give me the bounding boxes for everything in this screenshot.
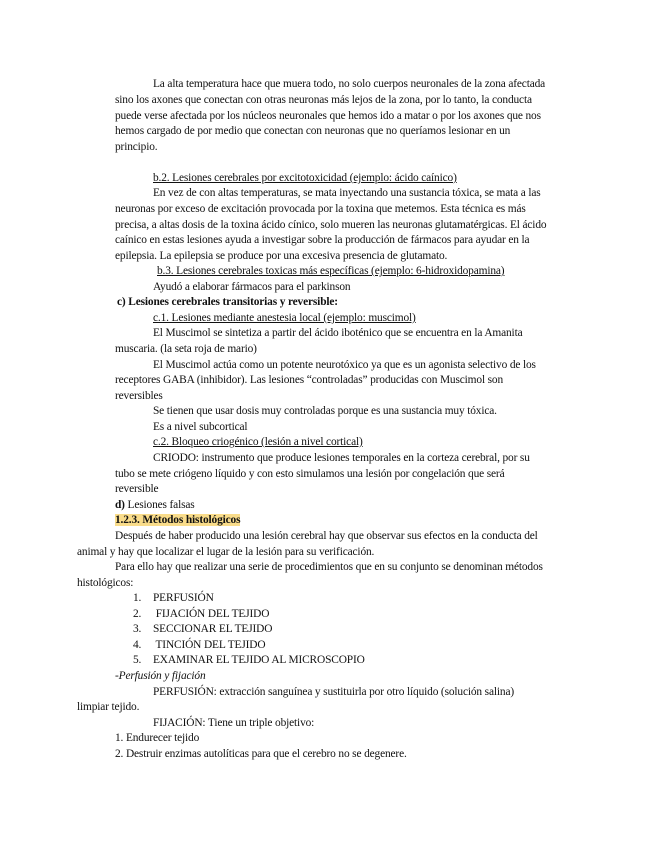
c1-line: muscaria. (la seta roja de mario) bbox=[115, 343, 257, 355]
list-item bbox=[133, 638, 265, 652]
intro-line: hemos cargado de por medio que conectan con neuronas que no queríamos lesionar en un bbox=[115, 125, 511, 137]
section-d bbox=[115, 498, 195, 512]
list-number: 5. bbox=[133, 654, 142, 666]
section-c-title: Lesiones cerebrales transitorias y reversible: bbox=[128, 296, 338, 308]
b2-heading: b.2. Lesiones cerebrales por excitotoxicidad (ejemplo: ácido caínico) bbox=[153, 172, 457, 184]
c1-line: El Muscimol se sintetiza a partir del ácido iboténico que se encuentra en la Amanita bbox=[153, 327, 523, 339]
list-number: 3. bbox=[133, 623, 142, 635]
list-text: EXAMINAR EL TEJIDO AL MICROSCOPIO bbox=[153, 654, 365, 666]
section-123-heading bbox=[115, 513, 240, 527]
intro-line: La alta temperatura hace que muera todo, no solo cuerpos neuronales de la zona afectada bbox=[153, 78, 546, 90]
b2-line: neuronas por exceso de excitación provocada por la toxina que metemos. Esta técnica es más bbox=[115, 203, 526, 215]
c2-line: reversible bbox=[115, 483, 159, 495]
b2-line: En vez de con altas temperaturas, se mata inyectando una sustancia tóxica, se mata a las bbox=[153, 187, 541, 199]
fijacion-line: FIJACIÓN: Tiene un triple objetivo: bbox=[153, 717, 315, 729]
intro-line: puede verse afectada por los núcleos neuronales que hemos ido a matar o por los axones que nos bbox=[115, 110, 541, 122]
list-item bbox=[133, 591, 214, 605]
intro-line: principio. bbox=[115, 141, 158, 153]
c1-line: Se tienen que usar dosis muy controladas porque es una sustancia muy tóxica. bbox=[153, 405, 497, 417]
subheading-perfusion bbox=[115, 669, 206, 683]
section-c-heading bbox=[117, 295, 338, 309]
c1-line: receptores GABA (inhibidor). Las lesiones “controladas” producidas con Muscimol son bbox=[115, 374, 504, 386]
b2-line: epilepsia. La epilepsia se produce por una excesiva presencia de glutamato. bbox=[115, 250, 448, 262]
s123-line: histológicos: bbox=[77, 577, 134, 589]
b3-line: Ayudó a elaborar fármacos para el parkinson bbox=[153, 281, 351, 293]
section-123-title: 1.2.3. Métodos histológicos bbox=[115, 514, 241, 526]
s123-line: Después de haber producido una lesión cerebral hay que observar sus efectos en la conducta del bbox=[115, 530, 538, 542]
subheading-prefix: - bbox=[115, 670, 119, 682]
c2-line: CRIODO: instrumento que produce lesiones temporales en la corteza cerebral, por su bbox=[153, 452, 530, 464]
section-d-text: Lesiones falsas bbox=[127, 499, 195, 511]
s123-line: animal y hay que localizar el lugar de la lesión para su verificación. bbox=[77, 546, 375, 558]
intro-line: sino los axones que conectan con otras neuronas más lejos de la zona, por lo tanto, la conducta bbox=[115, 94, 532, 106]
c1-heading: c.1. Lesiones mediante anestesia local (ejemplo: muscimol) bbox=[153, 312, 416, 324]
c1-line: El Muscimol actúa como un potente neurotóxico ya que es un agonista selectivo de los bbox=[153, 359, 536, 371]
list-text: FIJACIÓN DEL TEJIDO bbox=[153, 608, 270, 620]
list-number: 2. bbox=[133, 608, 142, 620]
list-text: PERFUSIÓN bbox=[153, 592, 214, 604]
b2-line: caínico en estas lesiones ayuda a investigar sobre la producción de fármacos para ayudar en la bbox=[115, 234, 530, 246]
list-item bbox=[133, 653, 365, 667]
b2-line: precisa, a altas dosis de la toxina ácido cínico, solo mueren las neuronas glutamatérgicas. El ácido bbox=[115, 219, 547, 231]
list-number: 4. bbox=[133, 639, 142, 651]
list-number: 1. bbox=[133, 592, 142, 604]
c1-line: reversibles bbox=[115, 390, 163, 402]
perfusion-line: limpiar tejido. bbox=[77, 701, 140, 713]
c2-heading: c.2. Bloqueo criogénico (lesión a nivel cortical) bbox=[153, 436, 363, 448]
c2-line: tubo se mete criógeno líquido y con esto simulamos una lesión por congelación que será bbox=[115, 468, 505, 480]
list-text: SECCIONAR EL TEJIDO bbox=[153, 623, 273, 635]
objective-item: 2. Destruir enzimas autolíticas para que el cerebro no se degenere. bbox=[115, 748, 407, 760]
perfusion-line: PERFUSIÓN: extracción sanguínea y sustituirla por otro líquido (solución salina) bbox=[153, 686, 514, 698]
list-item bbox=[133, 607, 269, 621]
subheading-text: Perfusión y fijación bbox=[118, 670, 206, 682]
section-c-label: c) bbox=[117, 296, 126, 308]
list-item bbox=[133, 622, 272, 636]
s123-line: Para ello hay que realizar una serie de procedimientos que en su conjunto se denominan métodos bbox=[115, 561, 543, 573]
section-d-label: d) bbox=[115, 499, 125, 511]
objective-item: 1. Endurecer tejido bbox=[115, 732, 200, 744]
c1-line: Es a nivel subcortical bbox=[153, 421, 248, 433]
b3-heading: b.3. Lesiones cerebrales toxicas más específicas (ejemplo: 6-hidroxidopamina) bbox=[157, 265, 505, 277]
list-text: TINCIÓN DEL TEJIDO bbox=[153, 639, 266, 651]
